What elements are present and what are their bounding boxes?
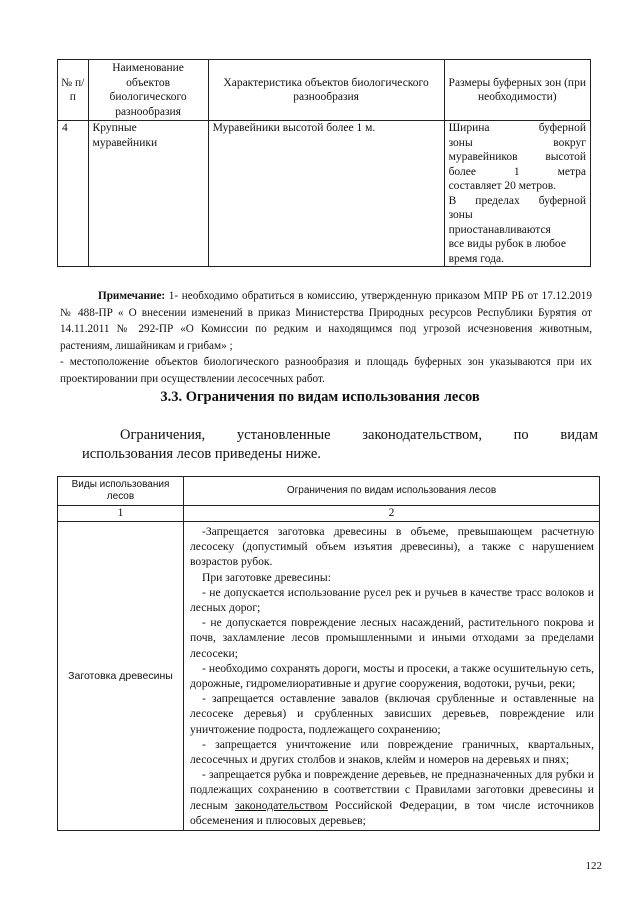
table-row <box>58 121 591 267</box>
column-number: 1 <box>58 506 184 522</box>
intro-paragraph <box>82 426 598 463</box>
restriction-item: - запрещается оставление завалов (включая срубленные и оставленные на лесосеке деревья) и срубленных зависших деревьев, повреждение или уничтожение подроста, подлежащего сохранению; <box>190 692 594 736</box>
buffer-line: В пределах буферной <box>448 194 586 207</box>
table-header-row <box>58 60 591 121</box>
restriction-text: - запрещается рубка и повреждение деревьев, не предназначенных для рубки и подлежащих сохранению в соответствии с Правилами заготовки древесины и лесным <box>190 768 594 812</box>
buffer-line: время года. <box>448 252 504 265</box>
buffer-line: муравейников высотой <box>448 151 586 163</box>
col-header-restrictions: Ограничения по видам использования лесов <box>184 477 600 506</box>
note-text-1: 1- необходимо обратиться в комиссию, утвержденную приказом МПР РБ от 17.12.2019 № 488-ПР « О внесении изменений в приказ Министерства Природных ресурсов Республики Бурятия от 14.11.2011 № 292-ПР «О Комиссии по редким и находящимся под угрозой исчезновения животным, растениям, лишайникам и грибам» ; <box>60 290 592 352</box>
col-header-number: № п/п <box>58 60 89 121</box>
row-number: 4 <box>58 121 89 267</box>
restriction-item: - необходимо сохранять дороги, мосты и просеки, а также осушительную сеть, дорожные, гидромелиоративные и другие сооружения, водотоки, ручьи, реки; <box>190 661 594 691</box>
intro-line-1: Ограничения, установленные законодательством, по видам <box>120 427 598 443</box>
table-row <box>58 522 600 831</box>
buffer-line: все виды рубок в любое <box>448 238 566 250</box>
note-paragraph <box>60 288 592 354</box>
buffer-line: более 1 метра <box>448 165 586 178</box>
row-name: Крупные муравейники <box>88 121 208 267</box>
col-header-usage: Виды использования лесов <box>58 477 184 506</box>
buffer-line: составляет 20 метров. <box>448 180 557 192</box>
buffer-line: зоны вокруг <box>448 136 586 149</box>
note-text-2: - местоположение объектов биологического разнообразия и площадь буферных зон указываются при их проектировании при осуществлении лесосечных работ. <box>60 356 592 385</box>
table-header-row <box>58 477 600 506</box>
restrictions-table <box>57 476 600 831</box>
restriction-item: При заготовке древесины: <box>202 570 331 584</box>
page-number: 122 <box>585 860 602 872</box>
column-number: 2 <box>184 506 600 522</box>
section-heading: 3.3. Ограничения по видам использования лесов <box>160 389 480 405</box>
restriction-item: - не допускается повреждение лесных насаждений, растительного покрова и почв, захламление лесов промышленными и иными отходами за пределами лесосеки; <box>190 616 594 660</box>
row-characteristic: Муравейники высотой более 1 м. <box>208 121 444 267</box>
col-header-name: Наименование объектов биологического разнообразия <box>88 60 208 121</box>
buffer-line: зоны <box>448 209 473 221</box>
restriction-item: - запрещается уничтожение или повреждение граничных, квартальных, лесосечных и других столбов и знаков, клейм и номеров на деревьях и пнях; <box>190 737 594 767</box>
note-block <box>60 288 592 387</box>
intro-line-2: использования лесов приведены ниже. <box>82 445 321 462</box>
restriction-item <box>190 767 594 828</box>
legislation-link[interactable]: законодательством <box>234 798 328 812</box>
note-label: Примечание: <box>98 290 166 302</box>
buffer-line: Ширина буферной <box>448 122 586 134</box>
col-header-buffer: Размеры буферных зон (при необходимости) <box>444 60 590 121</box>
buffer-line: приостанавливаются <box>448 223 551 236</box>
row-buffer <box>444 121 590 267</box>
restriction-item: -Запрещается заготовка древесины в объеме, превышающем расчетную лесосеку (допустимый объем изъятия древесины), а также с нарушением возрастов рубок. <box>190 525 594 569</box>
restriction-item: - не допускается использование русел рек и ручьев в качестве трасс волоков и лесных дорог; <box>190 585 594 615</box>
activity-cell: Заготовка древесины <box>58 522 184 831</box>
restriction-text: Российской Федерации, в том числе источников обсеменения и плюсовых деревьев; <box>190 798 594 827</box>
column-number-row <box>58 506 600 522</box>
biodiversity-table <box>57 59 591 267</box>
col-header-characteristic: Характеристика объектов биологического разнообразия <box>208 60 444 121</box>
restrictions-cell <box>184 522 600 831</box>
